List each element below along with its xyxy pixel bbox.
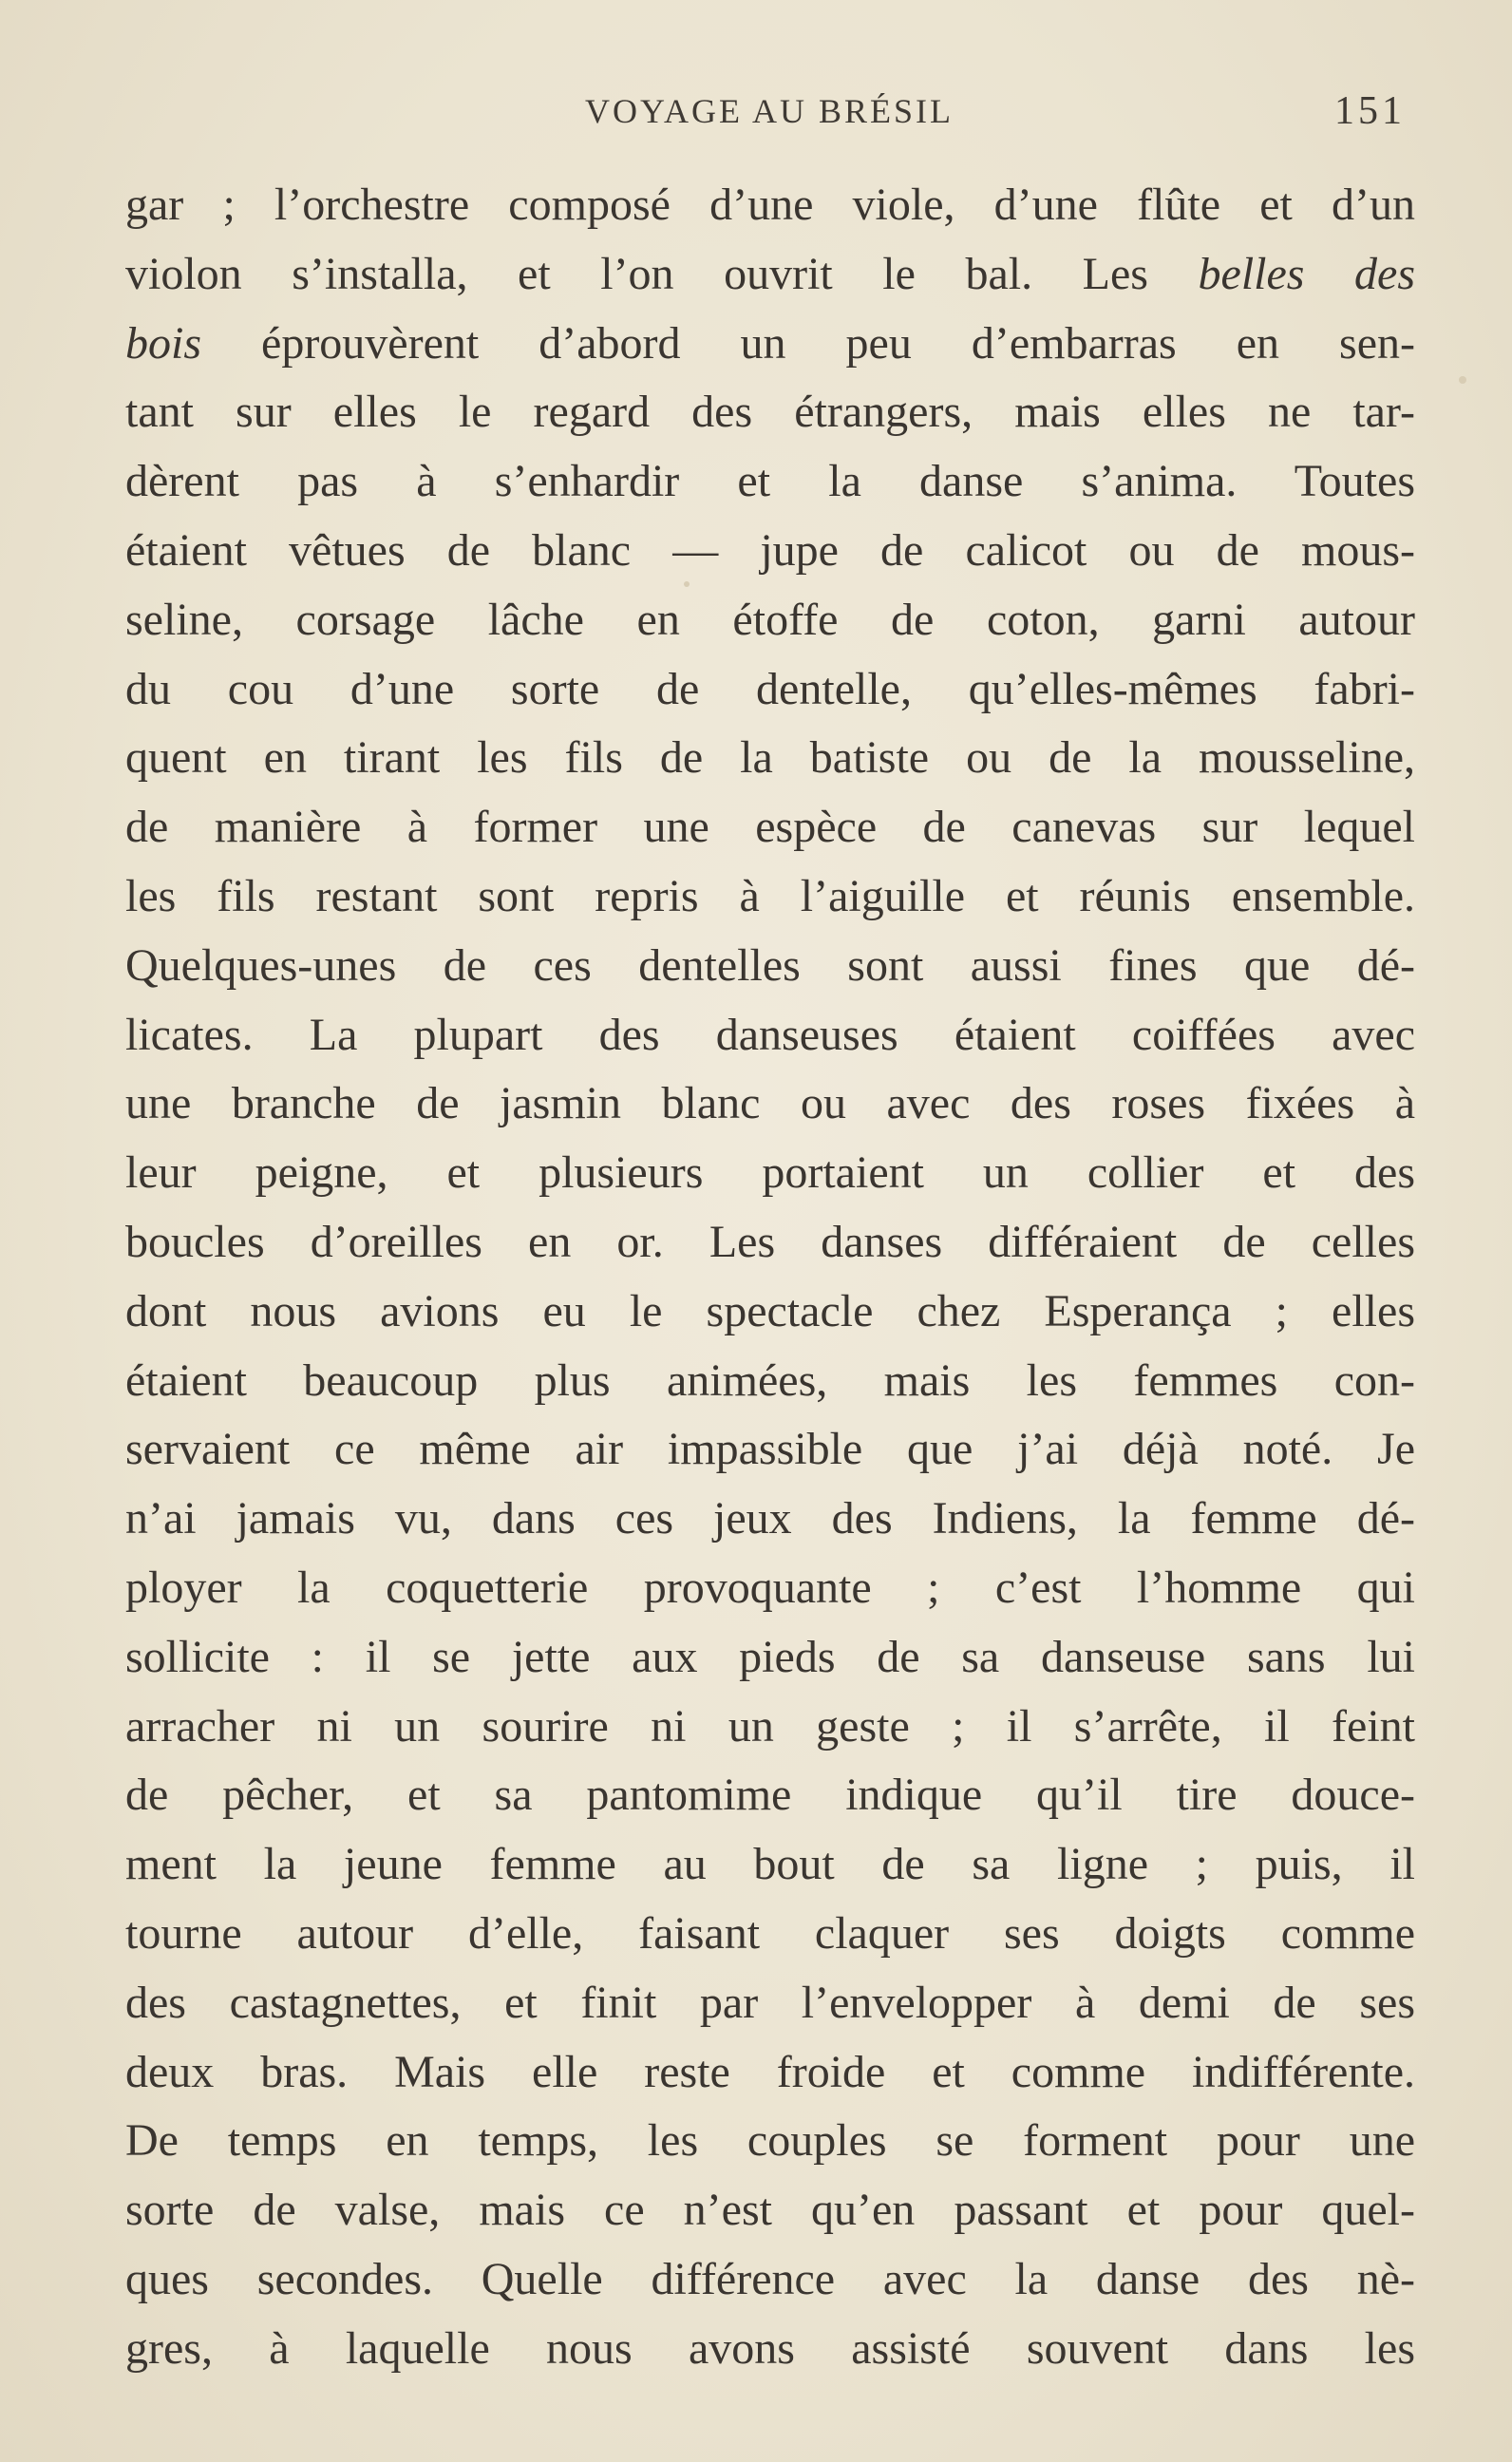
text-line: quent en tirant les fils de la batiste ou de la mousseline,: [125, 732, 1415, 784]
running-head: [123, 87, 1415, 135]
text-line: ques secondes. Quelle différence avec la danse des nè-: [125, 2253, 1415, 2304]
text-line: licates. La plupart des danseuses étaient coiffées avec: [125, 1009, 1415, 1060]
paper-speck: [684, 581, 690, 587]
text-line: De temps en temps, les couples se forment pour une: [125, 2115, 1415, 2167]
text-line: des castagnettes, et finit par l’envelopper à demi de ses: [125, 1977, 1415, 2028]
text-line: violon s’installa, et l’on ouvrit le bal. Les belles des: [125, 248, 1415, 299]
text-line: étaient beaucoup plus animées, mais les femmes con-: [125, 1354, 1415, 1406]
text-line: leur peigne, et plusieurs portaient un collier et des: [125, 1147, 1415, 1199]
italic-phrase: bois: [125, 317, 202, 369]
text-line: gar ; l’orchestre composé d’une viole, d’une flûte et d’un: [125, 180, 1415, 230]
text-line: dont nous avions eu le spectacle chez Esperança ; elles: [125, 1285, 1415, 1336]
running-title: VOYAGE AU BRÉSIL: [584, 92, 954, 130]
text-line: bois éprouvèrent d’abord un peu d’embarras en sen-: [125, 317, 1415, 369]
text-line: une branche de jasmin blanc ou avec des roses fixées à: [125, 1078, 1415, 1129]
text-line: n’ai jamais vu, dans ces jeux des Indiens, la femme dé-: [125, 1493, 1415, 1544]
text-line: ment la jeune femme au bout de sa ligne ; puis, il: [125, 1839, 1415, 1890]
text-line: gres, à laquelle nous avons assisté souvent dans les: [125, 2322, 1415, 2374]
text-line: Quelques-unes de ces dentelles sont aussi fines que dé-: [125, 939, 1415, 991]
text-line: étaient vêtues de blanc — jupe de calicot ou de mous-: [125, 524, 1415, 576]
paper-speck: [1459, 376, 1466, 384]
text-line: deux bras. Mais elle reste froide et comme indifférente.: [125, 2046, 1415, 2097]
text-line: seline, corsage lâche en étoffe de coton, garni autour: [125, 594, 1415, 645]
italic-phrase: belles des: [1198, 248, 1415, 299]
text-line: tant sur elles le regard des étrangers, mais elles ne tar-: [125, 387, 1415, 438]
text-line: sorte de valse, mais ce n’est qu’en passant et pour quel-: [125, 2185, 1415, 2236]
text-line: les fils restant sont repris à l’aiguille et réunis ensemble.: [125, 870, 1415, 921]
text-line: du cou d’une sorte de dentelle, qu’elles-mêmes fabri-: [125, 663, 1415, 714]
text-line: de manière à former une espèce de canevas sur lequel: [125, 802, 1415, 853]
text-line: arracher ni un sourire ni un geste ; il s’arrête, il feint: [125, 1700, 1415, 1752]
text-line: ployer la coquetterie provoquante ; c’est l’homme qui: [125, 1562, 1415, 1613]
text-line: boucles d’oreilles en or. Les danses différaient de celles: [125, 1216, 1415, 1267]
body-text: [125, 171, 1415, 2384]
text-line: de pêcher, et sa pantomime indique qu’il tire douce-: [125, 1770, 1415, 1821]
page-number: 151: [1334, 89, 1406, 133]
text-line: sollicite : il se jette aux pieds de sa danseuse sans lui: [125, 1631, 1415, 1682]
text-line: servaient ce même air impassible que j’ai déjà noté. Je: [125, 1424, 1415, 1475]
text-line: tourne autour d’elle, faisant claquer ses doigts comme: [125, 1907, 1415, 1959]
text-line: dèrent pas à s’enhardir et la danse s’anima. Toutes: [125, 456, 1415, 507]
